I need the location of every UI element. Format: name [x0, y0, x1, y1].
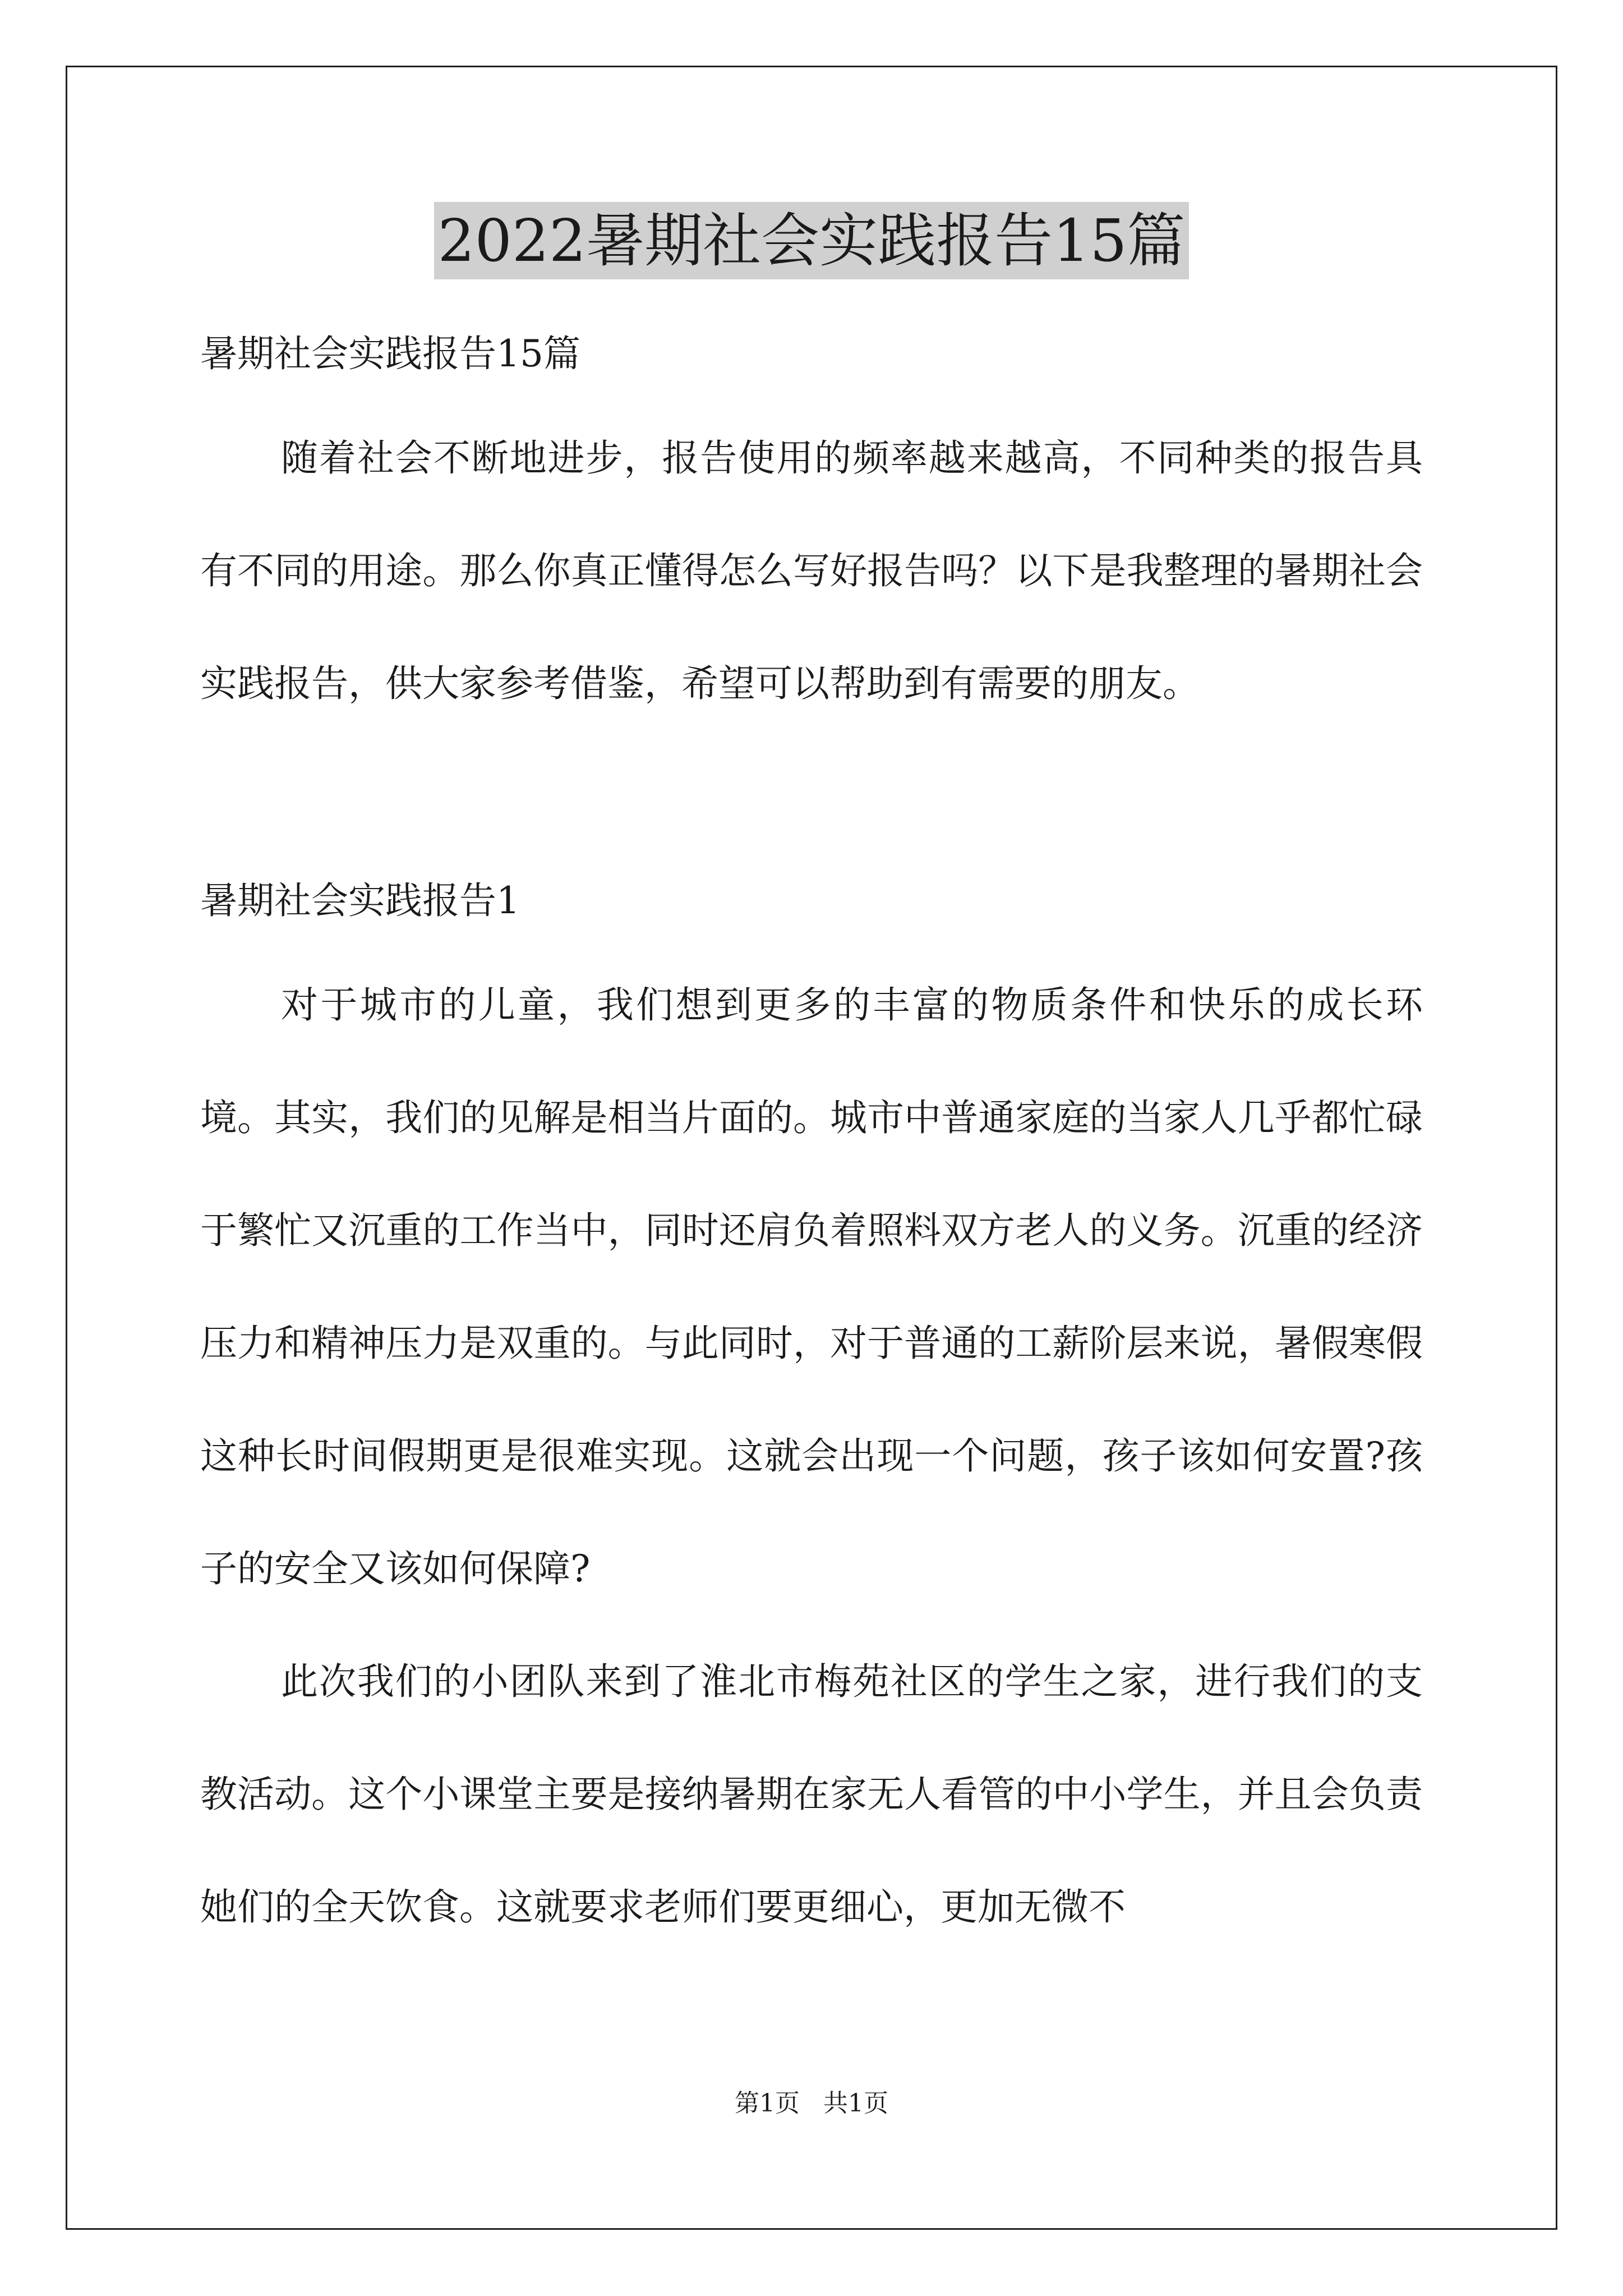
section-heading: 暑期社会实践报告1: [200, 879, 520, 922]
body-paragraph: 此次我们的小团队来到了淮北市梅苑社区的学生之家，进行我们的支教活动。这个小课堂主要是接纳暑期在家无人看管的中小学生，并且会负责她们的全天饮食。这就要求老师们要更细心，更加无微不: [200, 1660, 1423, 1929]
document-body: [200, 306, 1423, 1963]
section-spacer: [200, 740, 1423, 853]
intro-heading: 暑期社会实践报告15篇: [200, 332, 580, 375]
page-number-total: 共1页: [823, 2089, 888, 2118]
title-container: [0, 202, 1623, 279]
body-paragraph: 对于城市的儿童，我们想到更多的丰富的物质条件和快乐的成长环境。其实，我们的见解是相当片面的。城市中普通家庭的当家人几乎都忙碌于繁忙又沉重的工作当中，同时还肩负着照料双方老人的义务。沉重的经济压力和精神压力是双重的。与此同时，对于普通的工薪阶层来说，暑假寒假这种长时间假期更是很难实现。这就会出现一个问题，孩子该如何安置?孩子的安全又该如何保障?: [200, 983, 1423, 1590]
page-footer: [0, 2087, 1623, 2120]
footer-separator: [800, 2089, 823, 2118]
page-number-current: 第1页: [735, 2089, 800, 2118]
document-title: 2022暑期社会实践报告15篇: [434, 202, 1188, 279]
intro-paragraph: 随着社会不断地进步，报告使用的频率越来越高，不同种类的报告具有不同的用途。那么你真正懂得怎么写好报告吗？以下是我整理的暑期社会实践报告，供大家参考借鉴，希望可以帮助到有需要的朋友。: [200, 436, 1423, 705]
